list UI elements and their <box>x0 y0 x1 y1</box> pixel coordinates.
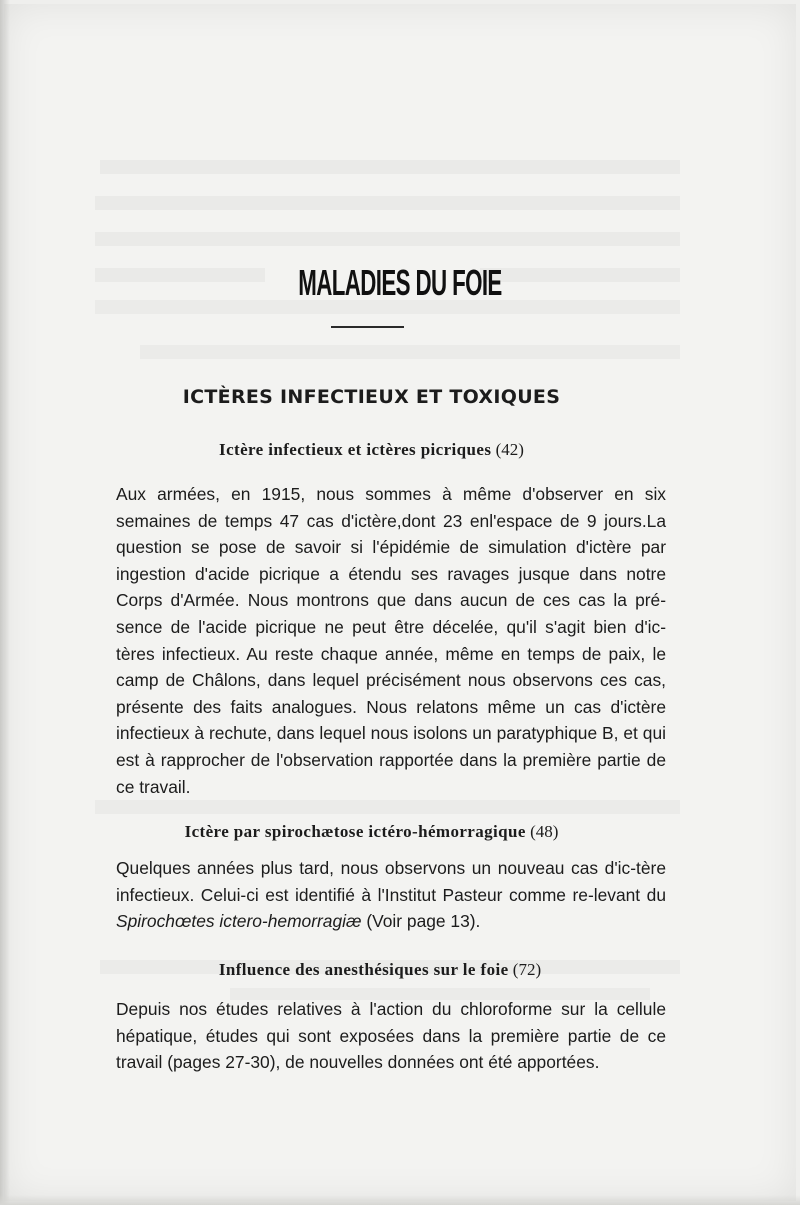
heading-text: Ictère infectieux et ictères picriques <box>219 440 492 459</box>
section-heading-2 <box>0 822 743 842</box>
section-heading-1 <box>0 440 743 460</box>
heading-reference: (72) <box>512 960 542 979</box>
heading-text: Influence des anesthésiques sur le foie <box>218 960 509 979</box>
paragraph-text-start: Quelques années plus tard, nous observons un nouveau cas d'ic-tère infectieux. Celui-ci est identifié à l'Institut Pasteur comme re-levant du <box>116 858 666 905</box>
paragraph-text: Aux armées, en 1915, nous sommes à même d'observer en six semaines de temps 47 cas d'ictère,dont 23 enl'espace de 9 jours.La question se pose de savoir si l'épidémie de simulation d'ictère par ingestion d'acide picrique a étendu ses ravages jusque dans notre Corps d'Armée. Nous montrons que dans aucun de ces cas la pré-sence de l'acide picrique ne peut être décelée, qu'il s'agit bien d'ic-tères infectieux. Au reste chaque année, même en temps de paix, le camp de Châlons, dans lequel précisément nous observons ces cas, présente des faits analogues. Nous relatons même un cas d'ictère infectieux à rechute, dans lequel nous isolons un paratyphique B, et qui est à rapprocher de l'observation rapportée dans la première partie de ce travail. <box>116 484 666 797</box>
title-divider <box>331 326 404 328</box>
page-title: MALADIES DU FOIE <box>298 262 502 303</box>
page-bottom-shadow <box>0 1195 800 1205</box>
species-name: Spirochœtes ictero-hemorragiæ <box>116 911 362 932</box>
page-edge-shadow <box>0 0 10 1205</box>
heading-reference: (42) <box>495 440 524 459</box>
paragraph-text: Depuis nos études relatives à l'action du chloroforme sur la cellule hépatique, études qui sont exposées dans la première partie de ce travail (pages 27-30), de nouvelles données ont été apportées. <box>116 999 666 1073</box>
paragraph-2 <box>90 855 666 935</box>
heading-reference: (48) <box>530 822 559 841</box>
heading-text: Ictère par spirochætose ictéro-hémorragique <box>184 822 526 841</box>
paragraph-text-end: (Voir page 13). <box>361 911 481 932</box>
paragraph-3 <box>90 996 666 1076</box>
section-heading-3 <box>0 960 760 980</box>
section-title: ICTÈRES INFECTIEUX ET TOXIQUES <box>182 386 561 408</box>
paragraph-1 <box>90 481 666 800</box>
